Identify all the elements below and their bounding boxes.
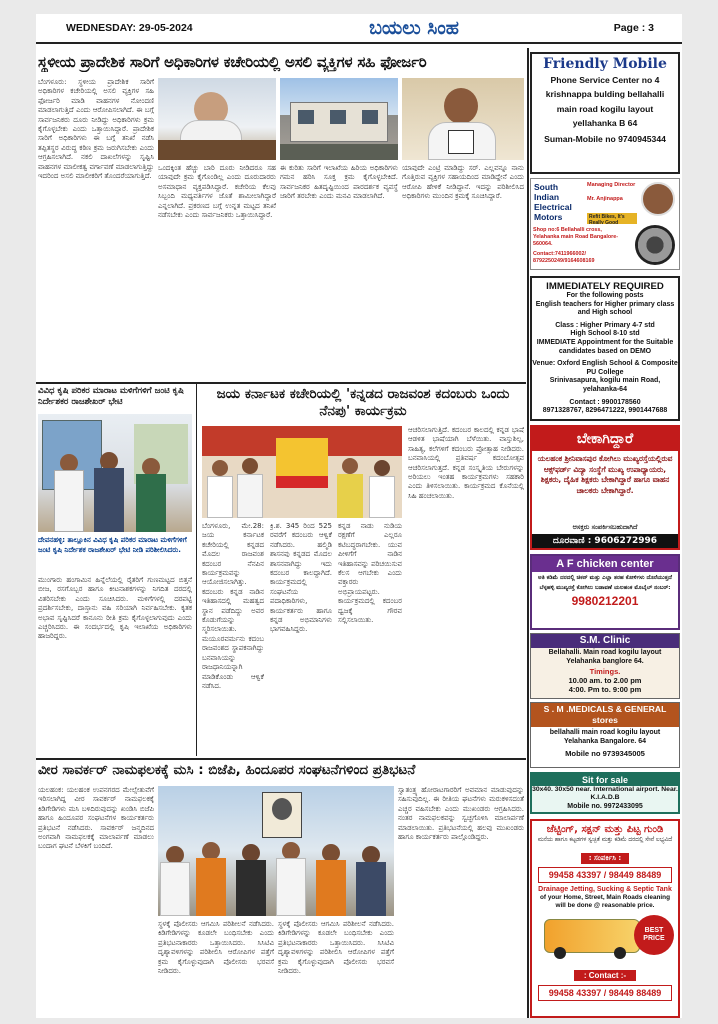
story4-column2: ಸ್ಥಳಕ್ಕೆ ಪೊಲೀಸರು ಆಗಮಿಸಿ ಪರಿಶೀಲನೆ ನಡೆಸಿದರು. ಕಿಡಿಗೇಡಿಗಳನ್ನು ಕೂಡಲೇ ಬಂಧಿಸಬೇಕು ಎಂದು ಪ್ರತಿಭಟನಾಕಾರರು ಒತ್ತಾಯಿಸಿದರು. ಸಿಸಿಟಿವಿ ದೃಶ್ಯಾವಳಿಗಳನ್ನು ಪರಿಶೀಲಿಸಿ ಆರೋಪಿಗಳ ಪತ್ತೆಗೆ ಕ್ರಮ ಕೈಗೊಳ್ಳುವುದಾಗಿ ಪೊಲೀಸರು ಭರವಸೆ ನೀಡಿದರು. [158,920,274,976]
ad-bek-title: ಬೇಕಾಗಿದ್ದಾರೆ [532,427,678,451]
ad-req-line5: IMMEDIATE Appointment for the Suitable candidates based on DEMO [536,338,674,355]
ad-clean-line1: ಮನೆಯ ಹಾಗೂ ಕಟ್ಟಡಗಳ ಸ್ವಚ್ಛತೆ ಮತ್ತು ಕಡಿಮೆ ದರದಲ್ಲಿ ಸೇವೆ ಲಭ್ಯವಿದೆ [537,837,673,843]
ad-bekagiddare [530,425,680,550]
ad-sm-medicals [530,702,680,768]
story3-column3: ಕನ್ನಡ ನಾಡು ನುಡಿಯ ರಕ್ಷಣೆಗೆ ಎಲ್ಲರೂ ಕಟಿಬದ್ಧರಾಗಬೇಕು. ಯುವ ಪೀಳಿಗೆಗೆ ನಾಡಿನ ಇತಿಹಾಸವನ್ನು ಪರಿಚಯಿಸುವ ಕೆಲಸ ಆಗಬೇಕು ಎಂದು ವಕ್ತಾರರು ಅಭಿಪ್ರಾಯಪಟ್ಟರು. ಕಾರ್ಯಕ್ರಮದಲ್ಲಿ ಕದಂಬರ ಧ್ವಜಕ್ಕೆ ಗೌರವ ಸಲ್ಲಿಸಲಾಯಿತು. [338,522,402,625]
ad-req-address: Srinivasapura, kogilu main Road, yelahanka-64 [549,377,661,393]
ad-af-line2: ಬೆಳ್ಳಹಳ್ಳಿ ಮುಖ್ಯರಸ್ತೆ ಕೋಗಿಲು ಬಡಾವಣೆ ಯಲಹಂಕ ಮೊಬೈಲ್ ನಂಬರ್: [539,585,671,591]
story2-body: ಮುಂಗಾರು ಹಂಗಾಮಿನ ಹಿನ್ನೆಲೆಯಲ್ಲಿ ರೈತರಿಗೆ ಗುಣಮಟ್ಟದ ಬಿತ್ತನೆ ಬೀಜ, ರಸಗೊಬ್ಬರ ಹಾಗೂ ಕೀಟನಾಶಕಗಳನ್ನು ನಿಗದಿತ ದರದಲ್ಲಿ ವಿತರಿಸಬೇಕು ಎಂದು ಸೂಚಿಸಿದರು. ಮಳಿಗೆಗಳಲ್ಲಿ ದರಪಟ್ಟಿ ಪ್ರದರ್ಶಿಸಬೇಕು, ದಾಸ್ತಾನು ವಹಿ ಸರಿಯಾಗಿ ನಿರ್ವಹಿಸಬೇಕು. ಕೃತಕ ಅಭಾವ ಸೃಷ್ಟಿಸಿದರೆ ಕಾನೂನು ರೀತಿ ಕ್ರಮ ಕೈಗೊಳ್ಳಲಾಗುವುದು ಎಂದು ಎಚ್ಚರಿಸಿದರು. ಈ ಸಂದರ್ಭದಲ್ಲಿ ಕೃಷಿ ಇಲಾಖೆಯ ಅಧಿಕಾರಿಗಳು ಹಾಜರಿದ್ದರು. [38,576,192,641]
ad-clinic-timings-label: Timings. [589,667,621,677]
ad-site-details: 30x40. 30x50 near. International airport. Near. K.I.A.D.B [532,786,678,802]
issue-date: WEDNESDAY: 29-05-2024 [66,22,193,34]
ad-af-line1: ಅತಿ ಕಡಿಮೆ ದರದಲ್ಲಿ ಚಿಕನ್ ಮತ್ತು ಎಲ್ಲಾ ತರಹ ಕೋಳಿಗಳು ದೊರೆಯುತ್ತದೆ [538,575,672,581]
story2-photo [38,414,192,532]
story2-headline: ವಿವಿಧ ಕೃಷಿ ಪರಿಕರ ಮಾರಾಟ ಮಳಿಗೆಗಳಿಗೆ ಜಂಟಿ ಕೃಷಿ ನಿರ್ದೇಶಕರ ರಾಜಶೇಖರ್ ಭೇಟಿ [38,386,184,407]
ad-friendly-contact: Suman-Mobile no 9740945344 [544,133,666,144]
story4-column3: ಸ್ವಾತಂತ್ರ್ಯ ಹೋರಾಟಗಾರರಿಗೆ ಅವಮಾನ ಮಾಡುವುದನ್ನು ಸಹಿಸುವುದಿಲ್ಲ. ಈ ರೀತಿಯ ಘಟನೆಗಳು ಮರುಕಳಿಸದಂತೆ ಎಚ್ಚರ ವಹಿಸಬೇಕು ಎಂದು ಮುಖಂಡರು ಆಗ್ರಹಿಸಿದರು. ನಂತರ ನಾಮಫಲಕವನ್ನು ಸ್ವಚ್ಛಗೊಳಿಸಿ ಮಾಲಾರ್ಪಣೆ ಮಾಡಲಾಯಿತು. ಪ್ರತಿಭಟನೆಯಲ್ಲಿ ಹಲವು ಮುಖಂಡರು ಹಾಗೂ ಕಾರ್ಯಕರ್ತರು ಪಾಲ್ಗೊಂಡಿದ್ದರು. [398,786,524,842]
ad-clinic-address: Bellahalli. Main road kogilu layout Yelahanka banglore 64. [548,649,662,665]
ad-clean-title: ಜೆಟ್ಟಿಂಗ್, ಸಕ್ಷನ್ ಮತ್ತು ಪಿಟ್ಟ ಗುಂಡಿ [546,824,664,835]
ad-clean-line2: Drainage Jetting, Sucking & Septic Tank [538,886,672,893]
ad-friendly-name: Friendly Mobile [543,56,667,72]
story1-column2: ಒಂದಕ್ಕಿಂತ ಹೆಚ್ಚು ಬಾರಿ ದೂರು ನೀಡಿದರೂ ಸಹ ಯಾವುದೇ ಕ್ರಮ ಕೈಗೊಂಡಿಲ್ಲ ಎಂದು ದೂರುದಾರರು ಅಸಮಾಧಾನ ವ್ಯಕ್ತಪಡಿಸಿದ್ದಾರೆ. ಕಚೇರಿಯ ಕೆಲವು ಸಿಬ್ಬಂದಿ ಮಧ್ಯವರ್ತಿಗಳ ಜೊತೆ ಶಾಮೀಲಾಗಿದ್ದಾರೆ ಎನ್ನಲಾಗಿದೆ. ಪ್ರಕರಣದ ಬಗ್ಗೆ ಉನ್ನತ ಮಟ್ಟದ ತನಿಖೆ ನಡೆಸಬೇಕು ಎಂದು ಸಾರ್ವಜನಿಕರು ಒತ್ತಾಯಿಸಿದ್ದಾರೆ. [158,164,276,220]
ad-req-line3: Class : Higher Primary 4-7 std [555,321,655,329]
ad-friendly-line3: main road kogilu layout [556,103,654,114]
ad-medicals-phone: Mobile no 9739345005 [565,748,645,758]
ad-south-address: Shop no:6 Bellahalli cross, Yelahanka main Road Bangalore-560064. [533,227,619,247]
ad-req-contact: Contact : 9900178560 [569,398,641,406]
owner-photo [641,182,675,216]
ad-clean-line3: of your Home, Street, Main Roads cleaning will be done @ reasonable price. [540,894,670,909]
ad-req-line2: English teachers for Higher primary class and High school [535,300,675,317]
story2-caption: ದೇವನಹಳ್ಳಿ: ತಾಲ್ಲೂಕಿನ ವಿವಿಧ ಕೃಷಿ ಪರಿಕರ ಮಾರಾಟ ಮಳಿಗೆಗಳಿಗೆ ಜಂಟಿ ಕೃಷಿ ನಿರ್ದೇಶಕ ರಾಜಶೇಖರ್ ಭೇಟಿ ನೀಡಿ ಪರಿಶೀಲಿಸಿದರು. [38,536,187,554]
story3-column1: ಬೆಂಗಳೂರು, ಮೇ.28: ಜಯ ಕರ್ನಾಟಕ ಕಚೇರಿಯಲ್ಲಿ ಕನ್ನಡದ ಮೊದಲ ರಾಜವಂಶ ಕದಂಬರ ನೆನಪಿನ ಕಾರ್ಯಕ್ರಮವನ್ನು ಆಯೋಜಿಸಲಾಗಿತ್ತು. ಕದಂಬರು ಕನ್ನಡ ನಾಡಿನ ಇತಿಹಾಸದಲ್ಲಿ ಮಹತ್ವದ ಸ್ಥಾನ ಪಡೆದಿದ್ದು ಅವರ ಕೊಡುಗೆಯನ್ನು ಸ್ಮರಿಸಲಾಯಿತು. ಮಯೂರವರ್ಮನು ಕದಂಬ ರಾಜವಂಶದ ಸ್ಥಾಪಕನಾಗಿದ್ದು ಬನವಾಸಿಯನ್ನು ರಾಜಧಾನಿಯನ್ನಾಗಿ ಮಾಡಿಕೊಂಡು ಆಳ್ವಿಕೆ ನಡೆಸಿದ. [202,522,264,690]
ad-clinic-name: S.M. Clinic [531,634,679,648]
ad-south-indian-motors [530,178,680,270]
story3-headline: ಜಯ ಕರ್ನಾಟಕ ಕಚೇರಿಯಲ್ಲಿ 'ಕನ್ನಡದ ರಾಜವಂಶ ಕದಂಬರು ಒಂದು ನೆನಪು' ಕಾರ್ಯಕ್ರಮ [216,386,510,419]
ad-south-contact: Contact:7411966002/ 8792250249/9164608169 [533,251,595,264]
ad-af-phone: 9980212201 [571,594,639,608]
newspaper-title: ಬಯಲು ಸಿಂಹ [369,17,459,39]
story3-column4: ಆಚರಿಸಲಾಗುತ್ತಿದೆ. ಕದಂಬರ ಕಾಲದಲ್ಲಿ ಕನ್ನಡ ಭಾಷೆ ಆಡಳಿತ ಭಾಷೆಯಾಗಿ ಬೆಳೆಯಿತು. ವಾಸ್ತುಶಿಲ್ಪ, ಸಾಹಿತ್ಯ, ಕಲೆಗಳಿಗೆ ಕದಂಬರು ಪ್ರೋತ್ಸಾಹ ನೀಡಿದರು. ಬನವಾಸಿಯಲ್ಲಿ ಪ್ರತಿವರ್ಷ ಕದಂಬೋತ್ಸವ ಆಚರಿಸಲಾಗುತ್ತದೆ. ಕನ್ನಡ ಸಂಸ್ಕೃತಿಯ ಬೇರುಗಳನ್ನು ಅರಿಯಲು ಇಂತಹ ಕಾರ್ಯಕ್ರಮಗಳು ಸಹಕಾರಿ ಎಂದು ತಿಳಿಸಲಾಯಿತು. ಕಾರ್ಯಕ್ರಮದ ಕೊನೆಯಲ್ಲಿ ಸಿಹಿ ಹಂಚಲಾಯಿತು. [408,426,524,500]
ad-site-phone: Mobile no. 9972433095 [567,802,643,810]
newspaper-page [36,14,682,1018]
ad-clean-contact2: : Contact :- [574,970,636,981]
story1-column3: ಈ ಕುರಿತು ಸಾರಿಗೆ ಇಲಾಖೆಯ ಹಿರಿಯ ಅಧಿಕಾರಿಗಳು ಗಮನ ಹರಿಸಿ ಸೂಕ್ತ ಕ್ರಮ ಕೈಗೊಳ್ಳಬೇಕಿದೆ. ಸಾರ್ವಜನಿಕರ ಹಿತದೃಷ್ಟಿಯಿಂದ ಪಾರದರ್ಶಕ ವ್ಯವಸ್ಥೆ ಜಾರಿಗೆ ತರಬೇಕು ಎಂದು ಮನವಿ ಮಾಡಲಾಗಿದೆ. [280,164,398,201]
story3-photo [202,426,402,518]
truck-wheel-icon [614,947,626,959]
ad-bek-body: ಯಲಹಂಕ ಶ್ರೀನಿವಾಸಪುರ ಕೋಗಿಲು ಮುಖ್ಯರಸ್ತೆಯಲ್ಲಿರುವ ಆಕ್ಸ್‌ಫರ್ಡ್ ವಿದ್ಯಾ ಸಂಸ್ಥೆಗೆ ಮುಖ್ಯ ಉಪಾಧ್ಯಾಯರು, ಶಿಕ್ಷಕರು, ದೈಹಿಕ ಶಿಕ್ಷಕರು ಬೇಕಾಗಿದ್ದಾರೆ ಹಾಗೂ ವಾಹನ ಚಾಲಕರು ಬೇಕಾಗಿದ್ದಾರೆ. [537,454,673,495]
motor-icon [635,225,675,265]
main-column [36,14,526,1018]
story1-column1: ಬೆಂಗಳೂರು: ಸ್ಥಳೀಯ ಪ್ರಾದೇಶಿಕ ಸಾರಿಗೆ ಅಧಿಕಾರಿಗಳ ಕಚೇರಿಯಲ್ಲಿ ಅಸಲಿ ವ್ಯಕ್ತಿಗಳ ಸಹಿ ಫೋರ್ಜರಿ ಮಾಡಿ ವಾಹನಗಳ ನೋಂದಣಿ ಮಾಡಲಾಗುತ್ತಿದೆ ಎಂದು ಆರೋಪಿಸಲಾಗಿದೆ. ಈ ಬಗ್ಗೆ ಸಾರ್ವಜನಿಕರು ದೂರು ನೀಡಿದ್ದು ಅಧಿಕಾರಿಗಳು ಕ್ರಮ ಕೈಗೊಳ್ಳಬೇಕು ಎಂದು ಒತ್ತಾಯಿಸಿದ್ದಾರೆ. ಪ್ರಾದೇಶಿಕ ಸಾರಿಗೆ ಅಧಿಕಾರಿಗಳು ಈ ಬಗ್ಗೆ ತನಿಖೆ ನಡೆಸಿ ತಪ್ಪಿತಸ್ಥರ ವಿರುದ್ಧ ಕಠಿಣ ಕ್ರಮ ಜರುಗಿಸಬೇಕು ಎಂದು ಆಗ್ರಹಿಸಲಾಗಿದೆ. ನಕಲಿ ದಾಖಲೆಗಳನ್ನು ಸೃಷ್ಟಿಸಿ ವಾಹನಗಳ ಮಾಲೀಕತ್ವ ವರ್ಗಾವಣೆ ಮಾಡಲಾಗುತ್ತಿದ್ದು ಇದರಿಂದ ಅಸಲಿ ಮಾಲೀಕರಿಗೆ ತೊಂದರೆಯಾಗುತ್ತಿದೆ. [38,78,154,181]
story1-column4: ಯಾವುದೇ ಎಂಟ್ರಿ ಮಾಡಿದ್ದು ಸರ್. ಎಲ್ಲವನ್ನೂ ನಾನು ಗೊತ್ತಿರುವ ವ್ಯಕ್ತಿಗಳ ಸಹಾಯದಿಂದ ಮಾಡಿದ್ದೇನೆ ಎಂದು ಆರೋಪಿ ಹೇಳಿಕೆ ನೀಡಿದ್ದಾನೆ. ಇದನ್ನು ಪರಿಶೀಲಿಸಿದ ಅಧಿಕಾರಿಗಳು ಮುಂದಿನ ಕ್ರಮಕ್ಕೆ ಸೂಚಿಸಿದ್ದಾರೆ. [402,164,524,201]
ad-clinic-time2: 4:00. Pm to. 9:00 pm [568,685,642,695]
ad-medicals-name: S . M .MEDICALS & GENERAL stores [531,703,679,727]
story4-headline: ವೀರ ಸಾವರ್ಕರ್ ನಾಮಫಲಕಕ್ಕೆ ಮಸಿ : ಬಿಜೆಪಿ, ಹಿಂದೂಪರ ಸಂಘಟನೆಗಳಿಂದ ಪ್ರತಿಭಟನೆ [38,762,416,778]
ad-site-for-sale [530,772,680,814]
best-price-badge: BEST PRICE [634,915,674,955]
ad-immediately-required [530,276,680,421]
ad-south-owner-label: Managing Director [587,182,636,188]
story4-column2b: ಸ್ಥಳಕ್ಕೆ ಪೊಲೀಸರು ಆಗಮಿಸಿ ಪರಿಶೀಲನೆ ನಡೆಸಿದರು. ಕಿಡಿಗೇಡಿಗಳನ್ನು ಕೂಡಲೇ ಬಂಧಿಸಬೇಕು ಎಂದು ಪ್ರತಿಭಟನಾಕಾರರು ಒತ್ತಾಯಿಸಿದರು. ಸಿಸಿಟಿವಿ ದೃಶ್ಯಾವಳಿಗಳನ್ನು ಪರಿಶೀಲಿಸಿ ಆರೋಪಿಗಳ ಪತ್ತೆಗೆ ಕ್ರಮ ಕೈಗೊಳ್ಳುವುದಾಗಿ ಪೊಲೀಸರು ಭರವಸೆ ನೀಡಿದರು. [278,920,394,976]
ad-friendly-line1: Phone Service Center no 4 [550,75,660,85]
ad-req-venue: Venue: Oxford English School & Composite PU College [532,360,678,376]
ad-bek-phone: ದೂರವಾಣಿ : 9606272996 [532,534,678,548]
divider [36,382,526,384]
story1-photo-official [158,78,276,160]
ad-af-chicken [530,554,680,630]
ad-friendly-line4: yellahanka B 64 [572,118,638,129]
ad-req-line1: For the following posts [566,292,644,299]
page-number: Page : 3 [613,22,654,34]
ad-site-name: Sit for sale [532,774,678,786]
ad-req-heading: IMMEDIATELY REQUIRED [546,281,664,292]
story1-headline: ಸ್ಥಳೀಯ ಪ್ರಾದೇಶಿಕ ಸಾರಿಗೆ ಅಧಿಕಾರಿಗಳ ಕಚೇರಿಯಲ್ಲಿ ಅಸಲಿ ವ್ಯಕ್ತಿಗಳ ಸಹಿ ಫೋರ್ಜರಿ [38,53,427,71]
ad-clean-graphic [536,913,674,961]
ad-clean-contact-label: : ಸಂಪರ್ಕಿಸಿ : [581,853,629,864]
ad-sm-clinic [530,633,680,699]
ad-south-owner: Mr. Anjinappa [587,196,623,202]
column-rule [527,48,529,1018]
ad-req-line4: High School 8-10 std [570,330,640,338]
divider [36,758,526,760]
ad-friendly-line2: krishnappa bulding bellahalli [545,89,665,100]
ad-clean-phone1: 99458 43397 / 98449 88489 [538,867,672,883]
ad-bek-sub: ಆಸಕ್ತರು ಸಂಪರ್ಕಿಸಬಹುದಾಗಿದೆ [572,523,638,531]
story4-photo [158,786,394,916]
ad-req-phones: 8971328767, 8296471222, 9901447688 [542,407,668,415]
story3-column2: ಕ್ರಿ.ಶ. 345 ರಿಂದ 525 ರವರೆಗೆ ಕದಂಬರು ಆಳ್ವಿಕೆ ನಡೆಸಿದರು. ಹಲ್ಮಿಡಿ ಶಾಸನವು ಕನ್ನಡದ ಮೊದಲ ಶಾಸನವಾಗಿದ್ದು ಇದು ಕದಂಬರ ಕಾಲದ್ದಾಗಿದೆ. ಕಾರ್ಯಕ್ರಮದಲ್ಲಿ ಸಂಘಟನೆಯ ಪದಾಧಿಕಾರಿಗಳು, ಕಾರ್ಯಕರ್ತರು ಹಾಗೂ ಕನ್ನಡ ಅಭಿಮಾನಿಗಳು ಭಾಗವಹಿಸಿದ್ದರು. [270,522,332,634]
story1-photo-complainant [402,78,524,160]
ad-clean-phone2: 99458 43397 / 98449 88489 [538,985,672,1001]
ad-drainage-cleaning [530,819,680,1018]
story1-photo-building [280,78,398,160]
ad-af-name: A F chicken center [532,556,678,572]
truck-wheel-icon [554,947,566,959]
ad-medicals-address: bellahalli main road kogilu layout Yelahanka Bangalore. 64 [549,729,661,745]
column-rule [196,384,197,756]
ad-south-name: South Indian Electrical Motors [534,182,572,222]
ad-clinic-time1: 10.00 am. to 2.00 pm [568,676,642,686]
ad-south-tag: Refit Bikes, It's Really Good [587,213,637,224]
ad-friendly-mobile [530,52,680,174]
story4-column1: ಯಲಹಂಕ: ಯಲಹಂಕ ಉಪನಗರದ ಮೇಲ್ಸೇತುವೆಗೆ ಇರಿಸಲಾಗಿದ್ದ ವೀರ ಸಾವರ್ಕರ್ ನಾಮಫಲಕಕ್ಕೆ ಕಿಡಿಗೇಡಿಗಳು ಮಸಿ ಬಳಿದಿರುವುದನ್ನು ಖಂಡಿಸಿ ಬಿಜೆಪಿ ಹಾಗೂ ಹಿಂದೂಪರ ಸಂಘಟನೆಗಳ ಕಾರ್ಯಕರ್ತರು ಪ್ರತಿಭಟನೆ ನಡೆಸಿದರು. ಸಾವರ್ಕರ್ ಜನ್ಮದಿನದ ಅಂಗವಾಗಿ ನಾಮಫಲಕಕ್ಕೆ ಮಾಲಾರ್ಪಣೆ ಮಾಡಲು ಬಂದಾಗ ಘಟನೆ ಬೆಳಕಿಗೆ ಬಂದಿದೆ. [38,786,154,851]
